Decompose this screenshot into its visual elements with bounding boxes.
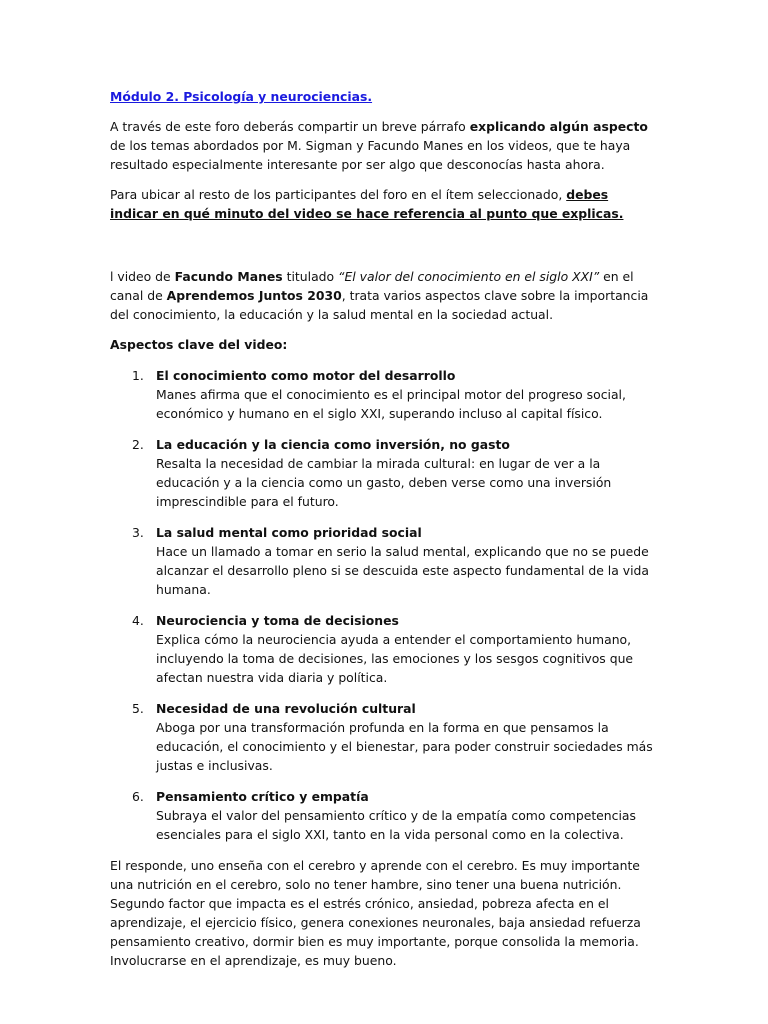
list-item-title: El conocimiento como motor del desarrollo [156,368,456,383]
list-item-body: Aboga por una transformación profunda en la forma en que pensamos la educación, el conocimiento y el bienestar, para poder construir sociedades más justas e inclusivas. [156,720,653,773]
list-item [110,366,660,423]
list-item [110,787,660,844]
intro-p1-rest: de los temas abordados por M. Sigman y Facundo Manes en los videos, que te haya resultado especialmente interesante por ser algo que desconocías hasta ahora. [110,138,631,172]
list-item-number: 1. [132,368,144,383]
intro-p1-text: A través de este foro deberás compartir un breve párrafo [110,119,470,134]
list-item-number: 3. [132,525,144,540]
closing-paragraph: El responde, uno enseña con el cerebro y aprende con el cerebro. Es muy importante una nutrición en el cerebro, solo no tener hambre, sino tener una buena nutrición. Segundo factor que impacta es el estrés crónico, ansiedad, pobreza afecta en el aprendizaje, el ejercicio físico, genera conexiones neuronales, baja ansiedad refuerza pensamiento creativo, dormir bien es muy importante, porque consolida la memoria. Involucrarse en el aprendizaje, es muy bueno. [110,858,641,968]
summary-video-title: “El valor del conocimiento en el siglo XXI” [338,269,600,284]
intro-paragraph-1 [110,117,660,174]
list-item-body: Hace un llamado a tomar en serio la salud mental, explicando que no se puede alcanzar el desarrollo pleno si se descuida este aspecto fundamental de la vida humana. [156,544,650,597]
summary-channel: Aprendemos Juntos 2030 [166,288,342,303]
list-item-title: La educación y la ciencia como inversión, no gasto [156,437,510,452]
list-item-title: Pensamiento crítico y empatía [156,789,369,804]
list-item-body: Resalta la necesidad de cambiar la mirada cultural: en lugar de ver a la educación y a la ciencia como un gasto, deben verse como una inversión imprescindible para el futuro. [156,456,612,509]
aspects-heading: Aspectos clave del video: [110,337,288,352]
list-item-body: Explica cómo la neurociencia ayuda a entender el comportamiento humano, incluyendo la toma de decisiones, las emociones y los sesgos cognitivos que afectan nuestra vida diaria y política. [156,632,634,685]
summary-s7: , trata varios aspectos clave sobre la importancia del conocimiento, la educación y la salud mental en la sociedad actual. [110,288,649,322]
list-item-number: 4. [132,613,144,628]
summary-paragraph [110,267,660,324]
summary-s5: en el canal de [110,269,634,303]
summary-s3: titulado [282,269,339,284]
summary-s1: l video de [110,269,175,284]
list-item [110,699,660,775]
list-item [110,611,660,687]
list-item-title: Necesidad de una revolución cultural [156,701,416,716]
intro-p1-bold: explicando algún aspecto [469,119,648,134]
list-item-body: Subraya el valor del pensamiento crítico y de la empatía como competencias esenciales para el siglo XXI, tanto en la vida personal como en la colectiva. [156,808,636,842]
list-item-number: 6. [132,789,144,804]
list-item-title: La salud mental como prioridad social [156,525,422,540]
list-item [110,435,660,511]
list-item-title: Neurociencia y toma de decisiones [156,613,399,628]
list-item-body: Manes afirma que el conocimiento es el principal motor del progreso social, económico y humano en el siglo XXI, superando incluso al capital físico. [156,387,626,421]
title-wrap [110,87,660,106]
aspects-list [110,366,660,844]
module-title-link[interactable]: Módulo 2. Psicología y neurociencias. [110,89,373,104]
list-item-number: 2. [132,437,144,452]
intro-p2-underlined: debes indicar en qué minuto del video se hace referencia al punto que explicas. [110,187,624,221]
list-item-number: 5. [132,701,144,716]
intro-p2-text: Para ubicar al resto de los participantes del foro en el ítem seleccionado, [110,187,567,202]
blank-space [110,234,660,267]
summary-author: Facundo Manes [174,269,283,284]
list-item [110,523,660,599]
intro-paragraph-2 [110,185,660,223]
